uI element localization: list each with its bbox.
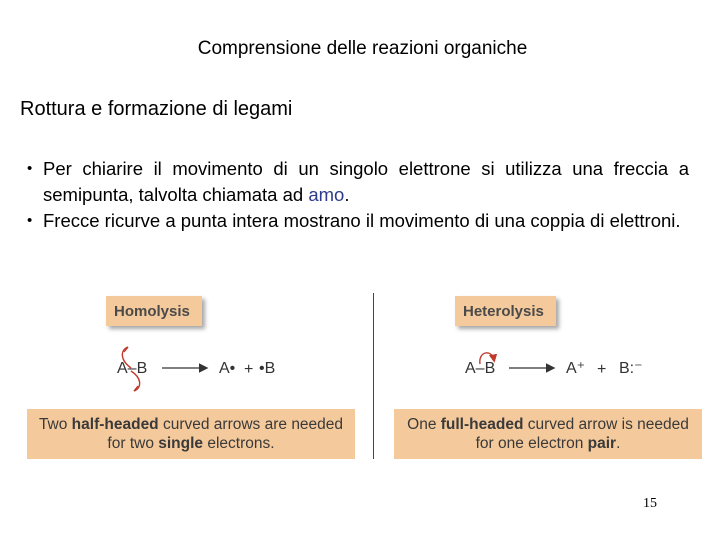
homolysis-label: Homolysis [106, 296, 202, 326]
note-text: . [616, 435, 621, 452]
page-number: 15 [643, 496, 657, 511]
note-bold: full-headed [440, 416, 524, 433]
homolysis-product-a: A• [219, 360, 236, 377]
slide-title: Comprensione delle reazioni organiche [197, 38, 528, 59]
heterolysis-reactant: A–B [465, 360, 496, 377]
note-text: One [407, 416, 441, 433]
heterolysis-product-a: A⁺ [566, 360, 586, 377]
bullet-text: Frecce ricurve a punta intera mostrano il movimento di una coppia di elettroni. [43, 210, 681, 231]
note-text: Two [38, 416, 72, 433]
half-arrow-up-icon [122, 347, 131, 368]
bullet-text-end: . [344, 184, 350, 205]
note-bold: single [158, 435, 204, 452]
slide-subtitle: Rottura e formazione di legami [20, 98, 293, 120]
homolysis-reactant: A–B [117, 360, 148, 377]
homolysis-product-b: •B [259, 360, 276, 377]
heterolysis-label: Heterolysis [455, 296, 556, 326]
bullet-dot-icon: • [27, 160, 33, 177]
note-text: for two [107, 435, 159, 452]
heterolysis-product-b: B:⁻ [619, 360, 643, 377]
bullet-text: Per chiarire il movimento di un singolo elettrone si utilizza una freccia a semipunta, talvolta chiamata ad [43, 158, 689, 205]
half-arrow-down-icon [131, 371, 140, 391]
homolysis-plus: + [244, 361, 254, 378]
bullet-dot-icon: • [27, 212, 33, 229]
note-bold: pair [587, 435, 617, 452]
note-text: electrons. [203, 435, 275, 452]
highlight-term: amo [308, 184, 345, 205]
note-text: for one electron [475, 435, 588, 452]
note-text: curved arrows are needed [158, 416, 344, 433]
note-bold: half-headed [71, 416, 159, 433]
full-arrow-icon [480, 353, 494, 364]
note-text: curved arrow is needed [523, 416, 689, 433]
heterolysis-plus: + [597, 361, 607, 378]
